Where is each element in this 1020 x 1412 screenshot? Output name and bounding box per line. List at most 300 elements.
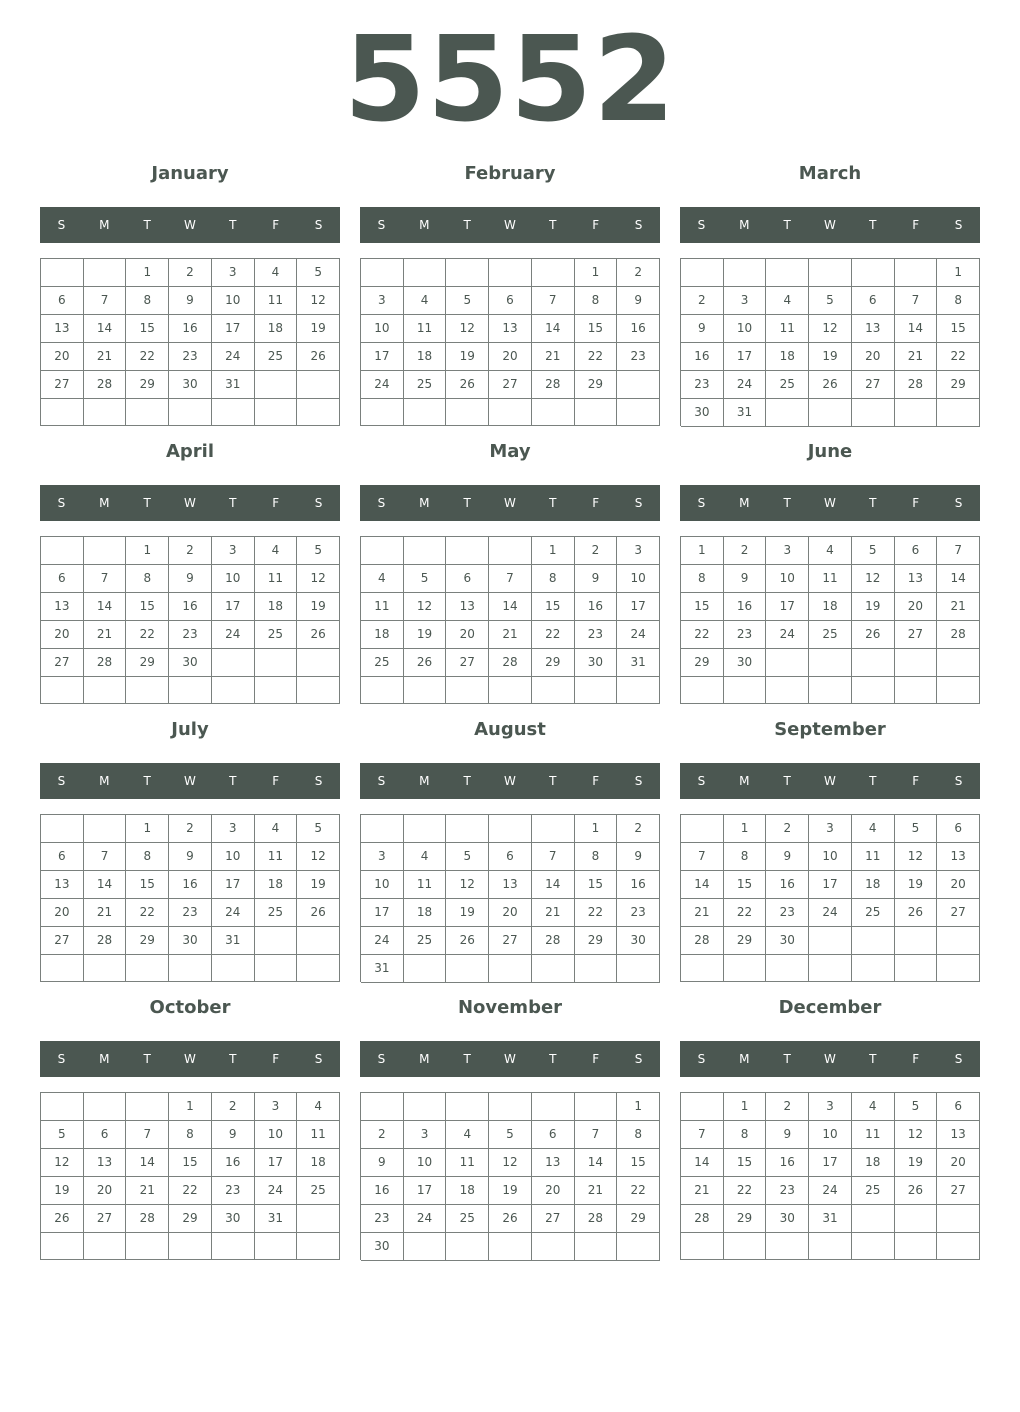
empty-day-cell xyxy=(617,1233,660,1261)
day-cell: 16 xyxy=(766,871,809,899)
day-cell: 10 xyxy=(361,871,404,899)
weekday-label: W xyxy=(504,218,516,232)
empty-day-cell xyxy=(895,927,938,955)
day-cell: 10 xyxy=(766,565,809,593)
day-grid xyxy=(680,258,980,426)
day-cell: 13 xyxy=(895,565,938,593)
weekday-header xyxy=(680,1041,980,1077)
weekday-label: S xyxy=(377,496,386,510)
day-cell: 17 xyxy=(255,1149,298,1177)
weekday-label: S xyxy=(954,218,963,232)
day-cell: 25 xyxy=(255,343,298,371)
weekday-label: S xyxy=(954,496,963,510)
day-cell: 27 xyxy=(489,927,532,955)
empty-day-cell xyxy=(297,1233,340,1260)
day-cell: 28 xyxy=(84,371,127,399)
day-cell: 12 xyxy=(809,315,852,343)
empty-day-cell xyxy=(41,1093,84,1121)
day-cell: 5 xyxy=(852,537,895,565)
day-cell: 21 xyxy=(681,899,724,927)
day-cell: 16 xyxy=(617,871,660,899)
day-cell: 13 xyxy=(532,1149,575,1177)
month-name: June xyxy=(807,441,853,462)
weekday-label: M xyxy=(419,1052,430,1066)
day-cell: 12 xyxy=(489,1149,532,1177)
day-cell: 8 xyxy=(681,565,724,593)
empty-day-cell xyxy=(446,259,489,287)
day-cell: 17 xyxy=(404,1177,447,1205)
day-cell: 4 xyxy=(297,1093,340,1121)
empty-day-cell xyxy=(404,259,447,287)
day-cell: 27 xyxy=(446,649,489,677)
weekday-label: W xyxy=(824,774,836,788)
day-cell: 27 xyxy=(41,927,84,955)
weekday-header xyxy=(40,207,340,243)
day-cell: 8 xyxy=(575,843,618,871)
empty-day-cell xyxy=(41,259,84,287)
empty-day-cell xyxy=(809,649,852,677)
weekday-label: S xyxy=(634,218,643,232)
day-grid xyxy=(40,1092,340,1260)
day-cell: 20 xyxy=(41,343,84,371)
day-cell: 5 xyxy=(297,815,340,843)
day-cell: 22 xyxy=(575,899,618,927)
day-cell: 11 xyxy=(852,1121,895,1149)
day-cell: 1 xyxy=(126,259,169,287)
day-cell: 24 xyxy=(212,899,255,927)
day-cell: 6 xyxy=(84,1121,127,1149)
day-cell: 22 xyxy=(532,621,575,649)
empty-day-cell xyxy=(489,815,532,843)
day-cell: 18 xyxy=(766,343,809,371)
day-cell: 14 xyxy=(937,565,980,593)
day-cell: 15 xyxy=(532,593,575,621)
day-cell: 25 xyxy=(809,621,852,649)
day-cell: 12 xyxy=(895,843,938,871)
empty-day-cell xyxy=(404,677,447,704)
day-cell: 3 xyxy=(766,537,809,565)
day-cell: 4 xyxy=(446,1121,489,1149)
day-cell: 22 xyxy=(681,621,724,649)
day-cell: 20 xyxy=(937,871,980,899)
day-cell: 14 xyxy=(532,871,575,899)
weekday-label: T xyxy=(783,774,791,788)
empty-day-cell xyxy=(937,1233,980,1260)
day-cell: 4 xyxy=(404,843,447,871)
empty-day-cell xyxy=(681,955,724,982)
day-cell: 5 xyxy=(809,287,852,315)
empty-day-cell xyxy=(809,927,852,955)
empty-day-cell xyxy=(895,649,938,677)
day-cell: 18 xyxy=(297,1149,340,1177)
weekday-label: F xyxy=(912,218,920,232)
day-cell: 12 xyxy=(297,843,340,871)
day-cell: 14 xyxy=(84,871,127,899)
day-cell: 23 xyxy=(724,621,767,649)
day-cell: 24 xyxy=(404,1205,447,1233)
day-cell: 11 xyxy=(255,843,298,871)
empty-day-cell xyxy=(681,677,724,704)
day-cell: 23 xyxy=(617,899,660,927)
day-cell: 21 xyxy=(532,899,575,927)
day-cell: 17 xyxy=(361,899,404,927)
day-cell: 13 xyxy=(41,593,84,621)
empty-day-cell xyxy=(446,955,489,983)
empty-day-cell xyxy=(297,677,340,704)
weekday-label: T xyxy=(783,1052,791,1066)
day-cell: 25 xyxy=(361,649,404,677)
day-cell: 3 xyxy=(724,287,767,315)
weekday-label: W xyxy=(184,218,196,232)
day-cell: 25 xyxy=(404,371,447,399)
day-cell: 9 xyxy=(617,843,660,871)
empty-day-cell xyxy=(895,1233,938,1260)
day-cell: 6 xyxy=(895,537,938,565)
day-cell: 19 xyxy=(446,343,489,371)
day-cell: 7 xyxy=(895,287,938,315)
day-cell: 14 xyxy=(84,315,127,343)
weekday-label: T xyxy=(463,496,471,510)
day-cell: 8 xyxy=(532,565,575,593)
day-cell: 27 xyxy=(489,371,532,399)
empty-day-cell xyxy=(361,815,404,843)
weekday-label: W xyxy=(824,218,836,232)
day-cell: 11 xyxy=(255,287,298,315)
day-cell: 12 xyxy=(446,315,489,343)
month-name: January xyxy=(151,163,229,184)
day-cell: 25 xyxy=(852,1177,895,1205)
day-cell: 27 xyxy=(84,1205,127,1233)
weekday-header xyxy=(360,485,660,521)
day-cell: 19 xyxy=(404,621,447,649)
empty-day-cell xyxy=(169,677,212,704)
day-cell: 27 xyxy=(41,649,84,677)
day-cell: 28 xyxy=(575,1205,618,1233)
day-cell: 30 xyxy=(212,1205,255,1233)
empty-day-cell xyxy=(489,1233,532,1261)
weekday-label: M xyxy=(739,496,750,510)
day-cell: 5 xyxy=(297,537,340,565)
empty-day-cell xyxy=(41,677,84,704)
day-cell: 27 xyxy=(937,899,980,927)
day-cell: 31 xyxy=(212,927,255,955)
day-cell: 23 xyxy=(766,899,809,927)
weekday-label: S xyxy=(57,496,66,510)
day-cell: 30 xyxy=(724,649,767,677)
empty-day-cell xyxy=(617,955,660,983)
day-cell: 4 xyxy=(361,565,404,593)
month-name: April xyxy=(165,441,215,462)
day-cell: 3 xyxy=(212,259,255,287)
empty-day-cell xyxy=(84,399,127,426)
empty-day-cell xyxy=(852,1205,895,1233)
day-cell: 6 xyxy=(532,1121,575,1149)
empty-day-cell xyxy=(489,399,532,426)
day-cell: 20 xyxy=(489,343,532,371)
empty-day-cell xyxy=(404,815,447,843)
day-cell: 16 xyxy=(681,343,724,371)
day-cell: 17 xyxy=(724,343,767,371)
day-cell: 30 xyxy=(169,927,212,955)
empty-day-cell xyxy=(404,537,447,565)
day-cell: 10 xyxy=(255,1121,298,1149)
empty-day-cell xyxy=(489,259,532,287)
empty-day-cell xyxy=(532,399,575,426)
day-cell: 25 xyxy=(852,899,895,927)
empty-day-cell xyxy=(937,1205,980,1233)
day-cell: 25 xyxy=(766,371,809,399)
empty-day-cell xyxy=(169,955,212,982)
day-cell: 8 xyxy=(575,287,618,315)
day-cell: 10 xyxy=(809,843,852,871)
weekday-label: T xyxy=(869,1052,877,1066)
day-cell: 30 xyxy=(766,1205,809,1233)
day-cell: 1 xyxy=(724,815,767,843)
day-cell: 13 xyxy=(852,315,895,343)
day-cell: 16 xyxy=(212,1149,255,1177)
day-cell: 30 xyxy=(766,927,809,955)
day-cell: 8 xyxy=(617,1121,660,1149)
day-cell: 24 xyxy=(809,1177,852,1205)
weekday-label: S xyxy=(57,1052,66,1066)
weekday-label: S xyxy=(377,774,386,788)
day-cell: 3 xyxy=(212,815,255,843)
day-cell: 13 xyxy=(446,593,489,621)
empty-day-cell xyxy=(446,1233,489,1261)
empty-day-cell xyxy=(681,1233,724,1260)
weekday-label: T xyxy=(549,496,557,510)
weekday-label: T xyxy=(463,218,471,232)
day-cell: 15 xyxy=(126,593,169,621)
day-cell: 17 xyxy=(212,871,255,899)
day-grid xyxy=(40,258,340,426)
empty-day-cell xyxy=(169,399,212,426)
day-cell: 15 xyxy=(937,315,980,343)
day-cell: 28 xyxy=(84,649,127,677)
empty-day-cell xyxy=(361,1093,404,1121)
day-cell: 3 xyxy=(617,537,660,565)
weekday-label: S xyxy=(57,218,66,232)
day-cell: 26 xyxy=(297,343,340,371)
day-cell: 14 xyxy=(84,593,127,621)
empty-day-cell xyxy=(532,1093,575,1121)
day-cell: 23 xyxy=(617,343,660,371)
day-cell: 7 xyxy=(532,287,575,315)
day-cell: 17 xyxy=(617,593,660,621)
day-cell: 5 xyxy=(446,843,489,871)
weekday-label: T xyxy=(143,218,151,232)
day-cell: 5 xyxy=(446,287,489,315)
day-cell: 1 xyxy=(126,537,169,565)
weekday-label: W xyxy=(184,1052,196,1066)
day-cell: 28 xyxy=(126,1205,169,1233)
day-cell: 3 xyxy=(404,1121,447,1149)
empty-day-cell xyxy=(297,399,340,426)
day-grid xyxy=(360,814,660,982)
day-cell: 15 xyxy=(724,871,767,899)
day-cell: 21 xyxy=(84,343,127,371)
empty-day-cell xyxy=(212,677,255,704)
day-cell: 23 xyxy=(575,621,618,649)
weekday-label: T xyxy=(549,774,557,788)
day-cell: 3 xyxy=(809,815,852,843)
day-cell: 6 xyxy=(937,815,980,843)
day-cell: 7 xyxy=(126,1121,169,1149)
weekday-label: S xyxy=(697,496,706,510)
weekday-label: M xyxy=(99,1052,110,1066)
empty-day-cell xyxy=(41,955,84,982)
weekday-label: S xyxy=(954,1052,963,1066)
day-cell: 8 xyxy=(937,287,980,315)
day-cell: 5 xyxy=(297,259,340,287)
year-title: 5552 xyxy=(343,10,677,148)
weekday-label: F xyxy=(912,774,920,788)
empty-day-cell xyxy=(724,677,767,704)
day-cell: 16 xyxy=(169,315,212,343)
day-cell: 23 xyxy=(212,1177,255,1205)
empty-day-cell xyxy=(446,1093,489,1121)
empty-day-cell xyxy=(126,1093,169,1121)
day-cell: 1 xyxy=(575,259,618,287)
weekday-label: T xyxy=(783,218,791,232)
weekday-label: F xyxy=(272,496,280,510)
weekday-header xyxy=(40,1041,340,1077)
day-cell: 16 xyxy=(361,1177,404,1205)
weekday-label: F xyxy=(272,218,280,232)
empty-day-cell xyxy=(809,399,852,427)
day-cell: 29 xyxy=(575,927,618,955)
weekday-label: F xyxy=(592,496,600,510)
day-grid xyxy=(680,1092,980,1260)
empty-day-cell xyxy=(809,955,852,982)
day-cell: 2 xyxy=(212,1093,255,1121)
day-cell: 13 xyxy=(41,315,84,343)
empty-day-cell xyxy=(361,677,404,704)
day-cell: 26 xyxy=(41,1205,84,1233)
empty-day-cell xyxy=(937,955,980,982)
day-cell: 12 xyxy=(297,287,340,315)
day-cell: 8 xyxy=(126,843,169,871)
day-cell: 17 xyxy=(809,1149,852,1177)
day-cell: 2 xyxy=(766,815,809,843)
weekday-label: T xyxy=(783,496,791,510)
day-cell: 12 xyxy=(297,565,340,593)
day-cell: 6 xyxy=(937,1093,980,1121)
day-cell: 15 xyxy=(169,1149,212,1177)
weekday-label: F xyxy=(592,1052,600,1066)
empty-day-cell xyxy=(809,259,852,287)
weekday-header xyxy=(680,207,980,243)
day-cell: 2 xyxy=(575,537,618,565)
day-cell: 16 xyxy=(169,871,212,899)
day-cell: 17 xyxy=(212,593,255,621)
empty-day-cell xyxy=(446,677,489,704)
empty-day-cell xyxy=(895,677,938,704)
weekday-label: M xyxy=(99,774,110,788)
day-cell: 26 xyxy=(297,899,340,927)
day-cell: 4 xyxy=(255,815,298,843)
empty-day-cell xyxy=(84,537,127,565)
day-cell: 29 xyxy=(126,649,169,677)
empty-day-cell xyxy=(489,955,532,983)
day-cell: 3 xyxy=(809,1093,852,1121)
day-cell: 4 xyxy=(255,537,298,565)
empty-day-cell xyxy=(84,1093,127,1121)
weekday-label: T xyxy=(229,496,237,510)
day-cell: 5 xyxy=(895,1093,938,1121)
day-cell: 13 xyxy=(489,315,532,343)
day-cell: 7 xyxy=(681,1121,724,1149)
day-cell: 29 xyxy=(681,649,724,677)
day-cell: 29 xyxy=(617,1205,660,1233)
day-cell: 26 xyxy=(895,1177,938,1205)
weekday-label: M xyxy=(419,496,430,510)
empty-day-cell xyxy=(766,677,809,704)
empty-day-cell xyxy=(766,399,809,427)
weekday-label: T xyxy=(869,774,877,788)
day-cell: 2 xyxy=(681,287,724,315)
day-cell: 20 xyxy=(84,1177,127,1205)
empty-day-cell xyxy=(169,1233,212,1260)
weekday-label: S xyxy=(314,774,323,788)
empty-day-cell xyxy=(126,677,169,704)
day-cell: 18 xyxy=(255,871,298,899)
day-cell: 28 xyxy=(937,621,980,649)
day-cell: 11 xyxy=(446,1149,489,1177)
day-cell: 15 xyxy=(126,315,169,343)
day-cell: 15 xyxy=(617,1149,660,1177)
day-cell: 19 xyxy=(895,1149,938,1177)
day-cell: 18 xyxy=(809,593,852,621)
day-cell: 23 xyxy=(361,1205,404,1233)
empty-day-cell xyxy=(852,677,895,704)
day-cell: 6 xyxy=(489,287,532,315)
day-cell: 24 xyxy=(724,371,767,399)
weekday-label: T xyxy=(463,774,471,788)
empty-day-cell xyxy=(575,677,618,704)
day-cell: 23 xyxy=(681,371,724,399)
weekday-header xyxy=(360,763,660,799)
day-cell: 13 xyxy=(489,871,532,899)
day-cell: 10 xyxy=(617,565,660,593)
day-cell: 18 xyxy=(404,343,447,371)
day-cell: 19 xyxy=(297,593,340,621)
empty-day-cell xyxy=(255,927,298,955)
day-cell: 15 xyxy=(724,1149,767,1177)
day-cell: 22 xyxy=(724,1177,767,1205)
day-cell: 2 xyxy=(169,815,212,843)
day-cell: 28 xyxy=(895,371,938,399)
empty-day-cell xyxy=(255,955,298,982)
weekday-label: T xyxy=(463,1052,471,1066)
day-cell: 15 xyxy=(126,871,169,899)
empty-day-cell xyxy=(126,1233,169,1260)
empty-day-cell xyxy=(41,399,84,426)
weekday-label: S xyxy=(697,1052,706,1066)
empty-day-cell xyxy=(617,399,660,426)
day-cell: 6 xyxy=(446,565,489,593)
day-cell: 15 xyxy=(575,315,618,343)
day-cell: 24 xyxy=(617,621,660,649)
weekday-label: M xyxy=(739,774,750,788)
day-cell: 9 xyxy=(766,1121,809,1149)
day-cell: 28 xyxy=(681,1205,724,1233)
day-cell: 3 xyxy=(361,287,404,315)
empty-day-cell xyxy=(84,259,127,287)
day-cell: 31 xyxy=(255,1205,298,1233)
day-cell: 2 xyxy=(617,259,660,287)
day-cell: 7 xyxy=(84,287,127,315)
